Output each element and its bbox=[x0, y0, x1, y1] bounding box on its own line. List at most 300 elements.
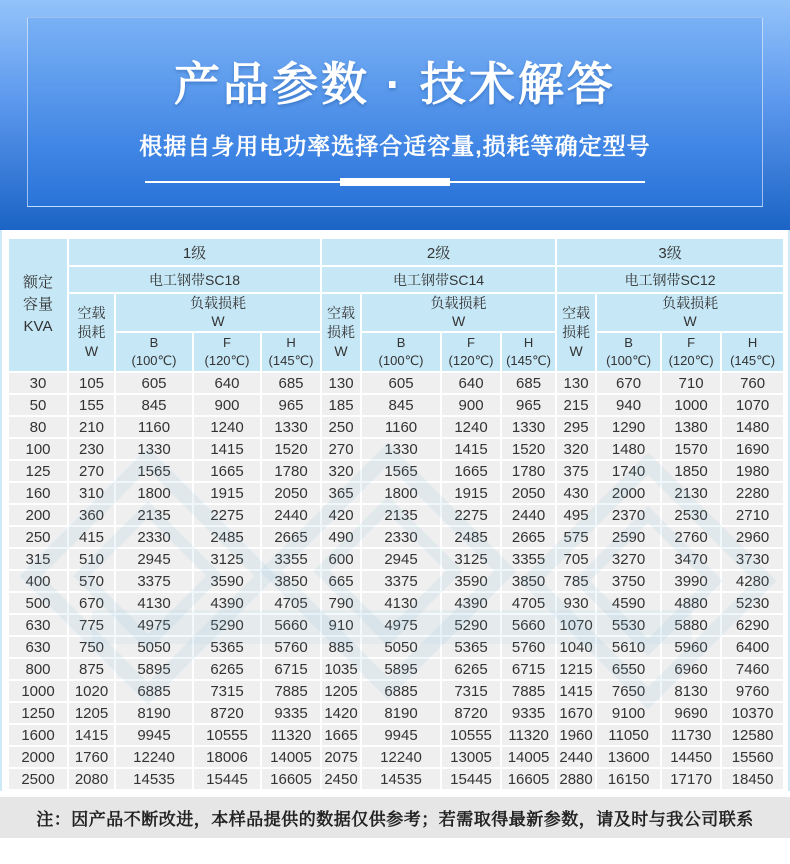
value-cell: 760 bbox=[721, 372, 784, 394]
value-cell: 16605 bbox=[501, 768, 556, 790]
value-cell: 14535 bbox=[361, 768, 441, 790]
value-cell: 1480 bbox=[721, 416, 784, 438]
value-cell: 1850 bbox=[661, 460, 721, 482]
value-cell: 670 bbox=[68, 592, 115, 614]
value-cell: 1520 bbox=[501, 438, 556, 460]
sub-column-header: H (145℃) bbox=[721, 332, 784, 372]
value-cell: 640 bbox=[193, 372, 261, 394]
value-cell: 885 bbox=[321, 636, 361, 658]
spec-table-section bbox=[0, 230, 790, 791]
value-cell: 375 bbox=[556, 460, 596, 482]
value-cell: 2530 bbox=[661, 504, 721, 526]
value-cell: 1415 bbox=[556, 680, 596, 702]
table-row bbox=[8, 460, 784, 482]
capacity-cell: 630 bbox=[8, 614, 68, 636]
value-cell: 12240 bbox=[361, 746, 441, 768]
table-row bbox=[8, 504, 784, 526]
note-bar bbox=[0, 797, 790, 838]
value-cell: 2275 bbox=[441, 504, 501, 526]
group2-material-header: 电工钢带SC14 bbox=[321, 266, 556, 293]
spec-table bbox=[7, 237, 785, 791]
value-cell: 14005 bbox=[261, 746, 321, 768]
value-cell: 2590 bbox=[596, 526, 661, 548]
value-cell: 9335 bbox=[501, 702, 556, 724]
value-cell: 790 bbox=[321, 592, 361, 614]
value-cell: 2000 bbox=[596, 482, 661, 504]
value-cell: 2665 bbox=[261, 526, 321, 548]
value-cell: 750 bbox=[68, 636, 115, 658]
value-cell: 5960 bbox=[661, 636, 721, 658]
value-cell: 665 bbox=[321, 570, 361, 592]
capacity-cell: 30 bbox=[8, 372, 68, 394]
group3-load-header: 负载损耗 W bbox=[596, 293, 784, 332]
divider bbox=[145, 178, 645, 186]
value-cell: 3850 bbox=[261, 570, 321, 592]
value-cell: 490 bbox=[321, 526, 361, 548]
value-cell: 4705 bbox=[501, 592, 556, 614]
value-cell: 1205 bbox=[321, 680, 361, 702]
group2-load-header: 负载损耗 W bbox=[361, 293, 556, 332]
value-cell: 8190 bbox=[361, 702, 441, 724]
value-cell: 11320 bbox=[501, 724, 556, 746]
value-cell: 1420 bbox=[321, 702, 361, 724]
value-cell: 670 bbox=[596, 372, 661, 394]
value-cell: 3470 bbox=[661, 548, 721, 570]
value-cell: 1565 bbox=[361, 460, 441, 482]
value-cell: 1020 bbox=[68, 680, 115, 702]
value-cell: 4975 bbox=[361, 614, 441, 636]
value-cell: 2945 bbox=[115, 548, 193, 570]
sub-column-header: B (100℃) bbox=[361, 332, 441, 372]
value-cell: 295 bbox=[556, 416, 596, 438]
value-cell: 5050 bbox=[361, 636, 441, 658]
table-row bbox=[8, 416, 784, 438]
value-cell: 5760 bbox=[261, 636, 321, 658]
table-row bbox=[8, 548, 784, 570]
value-cell: 600 bbox=[321, 548, 361, 570]
value-cell: 1780 bbox=[501, 460, 556, 482]
table-body bbox=[8, 372, 784, 790]
value-cell: 3125 bbox=[441, 548, 501, 570]
value-cell: 845 bbox=[115, 394, 193, 416]
table-row bbox=[8, 482, 784, 504]
note-text: 注：因产品不断改进，本样品提供的数据仅供参考；若需取得最新参数，请及时与我公司联系 bbox=[36, 810, 754, 829]
table-row bbox=[8, 746, 784, 768]
value-cell: 105 bbox=[68, 372, 115, 394]
value-cell: 6885 bbox=[115, 680, 193, 702]
table-row bbox=[8, 702, 784, 724]
value-cell: 430 bbox=[556, 482, 596, 504]
table-row bbox=[8, 724, 784, 746]
value-cell: 5365 bbox=[441, 636, 501, 658]
table-row bbox=[8, 592, 784, 614]
hero-banner bbox=[0, 0, 790, 230]
value-cell: 9690 bbox=[661, 702, 721, 724]
value-cell: 5530 bbox=[596, 614, 661, 636]
table-header bbox=[8, 238, 784, 372]
capacity-cell: 400 bbox=[8, 570, 68, 592]
value-cell: 5050 bbox=[115, 636, 193, 658]
value-cell: 2440 bbox=[501, 504, 556, 526]
value-cell: 1665 bbox=[441, 460, 501, 482]
value-cell: 1415 bbox=[441, 438, 501, 460]
group1-load-header: 负载损耗 W bbox=[115, 293, 321, 332]
value-cell: 6265 bbox=[441, 658, 501, 680]
value-cell: 14535 bbox=[115, 768, 193, 790]
value-cell: 2880 bbox=[556, 768, 596, 790]
value-cell: 10370 bbox=[721, 702, 784, 724]
value-cell: 710 bbox=[661, 372, 721, 394]
capacity-cell: 315 bbox=[8, 548, 68, 570]
value-cell: 14005 bbox=[501, 746, 556, 768]
value-cell: 1520 bbox=[261, 438, 321, 460]
capacity-cell: 50 bbox=[8, 394, 68, 416]
value-cell: 2135 bbox=[115, 504, 193, 526]
value-cell: 4130 bbox=[361, 592, 441, 614]
value-cell: 16150 bbox=[596, 768, 661, 790]
value-cell: 510 bbox=[68, 548, 115, 570]
value-cell: 1160 bbox=[361, 416, 441, 438]
value-cell: 1000 bbox=[661, 394, 721, 416]
value-cell: 9100 bbox=[596, 702, 661, 724]
value-cell: 6550 bbox=[596, 658, 661, 680]
value-cell: 1980 bbox=[721, 460, 784, 482]
value-cell: 1915 bbox=[441, 482, 501, 504]
table-row bbox=[8, 394, 784, 416]
value-cell: 230 bbox=[68, 438, 115, 460]
group2-level-header: 2级 bbox=[321, 238, 556, 266]
capacity-cell: 800 bbox=[8, 658, 68, 680]
value-cell: 415 bbox=[68, 526, 115, 548]
divider-center-segment bbox=[340, 178, 450, 186]
value-cell: 4280 bbox=[721, 570, 784, 592]
value-cell: 1665 bbox=[193, 460, 261, 482]
value-cell: 9335 bbox=[261, 702, 321, 724]
group1-level-header: 1级 bbox=[68, 238, 321, 266]
value-cell: 2050 bbox=[501, 482, 556, 504]
capacity-cell: 2500 bbox=[8, 768, 68, 790]
value-cell: 1960 bbox=[556, 724, 596, 746]
value-cell: 2760 bbox=[661, 526, 721, 548]
value-cell: 3590 bbox=[193, 570, 261, 592]
value-cell: 15445 bbox=[441, 768, 501, 790]
value-cell: 6960 bbox=[661, 658, 721, 680]
value-cell: 1380 bbox=[661, 416, 721, 438]
value-cell: 910 bbox=[321, 614, 361, 636]
value-cell: 4390 bbox=[193, 592, 261, 614]
value-cell: 605 bbox=[115, 372, 193, 394]
value-cell: 5610 bbox=[596, 636, 661, 658]
value-cell: 18006 bbox=[193, 746, 261, 768]
value-cell: 3125 bbox=[193, 548, 261, 570]
value-cell: 900 bbox=[193, 394, 261, 416]
value-cell: 5365 bbox=[193, 636, 261, 658]
value-cell: 3355 bbox=[501, 548, 556, 570]
value-cell: 1070 bbox=[721, 394, 784, 416]
table-row bbox=[8, 614, 784, 636]
value-cell: 10555 bbox=[193, 724, 261, 746]
page-title: 产品参数 · 技术解答 bbox=[174, 58, 616, 110]
sub-column-row bbox=[8, 332, 784, 372]
value-cell: 8720 bbox=[441, 702, 501, 724]
capacity-cell: 630 bbox=[8, 636, 68, 658]
sub-column-header: H (145℃) bbox=[261, 332, 321, 372]
value-cell: 7315 bbox=[441, 680, 501, 702]
value-cell: 570 bbox=[68, 570, 115, 592]
value-cell: 2275 bbox=[193, 504, 261, 526]
value-cell: 15560 bbox=[721, 746, 784, 768]
group3-material-header: 电工钢带SC12 bbox=[556, 266, 784, 293]
table-row bbox=[8, 372, 784, 394]
value-cell: 9945 bbox=[115, 724, 193, 746]
value-cell: 4590 bbox=[596, 592, 661, 614]
value-cell: 11730 bbox=[661, 724, 721, 746]
value-cell: 185 bbox=[321, 394, 361, 416]
value-cell: 11050 bbox=[596, 724, 661, 746]
value-cell: 4880 bbox=[661, 592, 721, 614]
table-row bbox=[8, 658, 784, 680]
value-cell: 1480 bbox=[596, 438, 661, 460]
value-cell: 1415 bbox=[68, 724, 115, 746]
value-cell: 1800 bbox=[115, 482, 193, 504]
value-cell: 9760 bbox=[721, 680, 784, 702]
value-cell: 9945 bbox=[361, 724, 441, 746]
value-cell: 2075 bbox=[321, 746, 361, 768]
capacity-cell: 160 bbox=[8, 482, 68, 504]
capacity-cell: 2000 bbox=[8, 746, 68, 768]
value-cell: 1330 bbox=[115, 438, 193, 460]
value-cell: 15445 bbox=[193, 768, 261, 790]
value-cell: 1915 bbox=[193, 482, 261, 504]
capacity-cell: 80 bbox=[8, 416, 68, 438]
value-cell: 2440 bbox=[261, 504, 321, 526]
value-cell: 930 bbox=[556, 592, 596, 614]
value-cell: 13600 bbox=[596, 746, 661, 768]
value-cell: 1330 bbox=[501, 416, 556, 438]
sub-column-header: B (100℃) bbox=[115, 332, 193, 372]
value-cell: 2130 bbox=[661, 482, 721, 504]
hero-panel bbox=[27, 17, 763, 207]
value-cell: 10555 bbox=[441, 724, 501, 746]
value-cell: 2485 bbox=[193, 526, 261, 548]
value-cell: 685 bbox=[261, 372, 321, 394]
value-cell: 215 bbox=[556, 394, 596, 416]
group1-noload-header: 空载 损耗 W bbox=[68, 293, 115, 372]
group3-noload-header: 空载 损耗 W bbox=[556, 293, 596, 372]
value-cell: 7650 bbox=[596, 680, 661, 702]
value-cell: 685 bbox=[501, 372, 556, 394]
page-subtitle: 根据自身用电功率选择合适容量,损耗等确定型号 bbox=[139, 133, 651, 159]
capacity-cell: 1600 bbox=[8, 724, 68, 746]
value-cell: 8130 bbox=[661, 680, 721, 702]
value-cell: 8720 bbox=[193, 702, 261, 724]
capacity-cell: 200 bbox=[8, 504, 68, 526]
group2-noload-header: 空载 损耗 W bbox=[321, 293, 361, 372]
value-cell: 7885 bbox=[501, 680, 556, 702]
value-cell: 2440 bbox=[556, 746, 596, 768]
value-cell: 875 bbox=[68, 658, 115, 680]
value-cell: 6290 bbox=[721, 614, 784, 636]
value-cell: 965 bbox=[501, 394, 556, 416]
capacity-cell: 1000 bbox=[8, 680, 68, 702]
value-cell: 4705 bbox=[261, 592, 321, 614]
value-cell: 2330 bbox=[115, 526, 193, 548]
value-cell: 270 bbox=[321, 438, 361, 460]
value-cell: 6715 bbox=[261, 658, 321, 680]
value-cell: 6715 bbox=[501, 658, 556, 680]
value-cell: 3375 bbox=[115, 570, 193, 592]
value-cell: 320 bbox=[556, 438, 596, 460]
sub-column-header: F (120℃) bbox=[441, 332, 501, 372]
value-cell: 845 bbox=[361, 394, 441, 416]
value-cell: 4975 bbox=[115, 614, 193, 636]
value-cell: 3990 bbox=[661, 570, 721, 592]
value-cell: 785 bbox=[556, 570, 596, 592]
sub-column-header: F (120℃) bbox=[661, 332, 721, 372]
capacity-cell: 1250 bbox=[8, 702, 68, 724]
value-cell: 4390 bbox=[441, 592, 501, 614]
value-cell: 5290 bbox=[193, 614, 261, 636]
value-cell: 8190 bbox=[115, 702, 193, 724]
value-cell: 12580 bbox=[721, 724, 784, 746]
sub-column-header: H (145℃) bbox=[501, 332, 556, 372]
capacity-cell: 100 bbox=[8, 438, 68, 460]
value-cell: 1760 bbox=[68, 746, 115, 768]
value-cell: 18450 bbox=[721, 768, 784, 790]
value-cell: 1215 bbox=[556, 658, 596, 680]
value-cell: 1800 bbox=[361, 482, 441, 504]
value-cell: 2485 bbox=[441, 526, 501, 548]
value-cell: 250 bbox=[321, 416, 361, 438]
capacity-header: 额定 容量 KVA bbox=[8, 238, 68, 372]
value-cell: 420 bbox=[321, 504, 361, 526]
value-cell: 270 bbox=[68, 460, 115, 482]
value-cell: 14450 bbox=[661, 746, 721, 768]
value-cell: 155 bbox=[68, 394, 115, 416]
value-cell: 5760 bbox=[501, 636, 556, 658]
value-cell: 1690 bbox=[721, 438, 784, 460]
value-cell: 1035 bbox=[321, 658, 361, 680]
value-cell: 965 bbox=[261, 394, 321, 416]
value-cell: 210 bbox=[68, 416, 115, 438]
table-row bbox=[8, 438, 784, 460]
value-cell: 2135 bbox=[361, 504, 441, 526]
value-cell: 1740 bbox=[596, 460, 661, 482]
value-cell: 5895 bbox=[115, 658, 193, 680]
value-cell: 11320 bbox=[261, 724, 321, 746]
value-cell: 775 bbox=[68, 614, 115, 636]
value-cell: 6400 bbox=[721, 636, 784, 658]
value-cell: 1070 bbox=[556, 614, 596, 636]
value-cell: 3590 bbox=[441, 570, 501, 592]
value-cell: 2050 bbox=[261, 482, 321, 504]
value-cell: 320 bbox=[321, 460, 361, 482]
value-cell: 3270 bbox=[596, 548, 661, 570]
value-cell: 4130 bbox=[115, 592, 193, 614]
table-row bbox=[8, 680, 784, 702]
value-cell: 5660 bbox=[501, 614, 556, 636]
value-cell: 2280 bbox=[721, 482, 784, 504]
value-cell: 6265 bbox=[193, 658, 261, 680]
value-cell: 495 bbox=[556, 504, 596, 526]
table-row bbox=[8, 526, 784, 548]
value-cell: 7315 bbox=[193, 680, 261, 702]
value-cell: 7885 bbox=[261, 680, 321, 702]
value-cell: 1205 bbox=[68, 702, 115, 724]
value-cell: 5290 bbox=[441, 614, 501, 636]
value-cell: 1040 bbox=[556, 636, 596, 658]
value-cell: 3730 bbox=[721, 548, 784, 570]
value-cell: 16605 bbox=[261, 768, 321, 790]
value-cell: 2710 bbox=[721, 504, 784, 526]
value-cell: 17170 bbox=[661, 768, 721, 790]
value-cell: 5660 bbox=[261, 614, 321, 636]
value-cell: 3375 bbox=[361, 570, 441, 592]
value-cell: 705 bbox=[556, 548, 596, 570]
value-cell: 1240 bbox=[441, 416, 501, 438]
value-cell: 130 bbox=[556, 372, 596, 394]
value-cell: 7460 bbox=[721, 658, 784, 680]
value-cell: 13005 bbox=[441, 746, 501, 768]
value-cell: 1665 bbox=[321, 724, 361, 746]
value-cell: 360 bbox=[68, 504, 115, 526]
value-cell: 12240 bbox=[115, 746, 193, 768]
value-cell: 5230 bbox=[721, 592, 784, 614]
group1-material-header: 电工钢带SC18 bbox=[68, 266, 321, 293]
value-cell: 1570 bbox=[661, 438, 721, 460]
value-cell: 1330 bbox=[261, 416, 321, 438]
value-cell: 605 bbox=[361, 372, 441, 394]
value-cell: 1670 bbox=[556, 702, 596, 724]
sub-column-header: B (100℃) bbox=[596, 332, 661, 372]
value-cell: 2960 bbox=[721, 526, 784, 548]
value-cell: 2665 bbox=[501, 526, 556, 548]
table-row bbox=[8, 636, 784, 658]
value-cell: 1780 bbox=[261, 460, 321, 482]
group3-level-header: 3级 bbox=[556, 238, 784, 266]
value-cell: 5895 bbox=[361, 658, 441, 680]
value-cell: 2945 bbox=[361, 548, 441, 570]
value-cell: 2450 bbox=[321, 768, 361, 790]
value-cell: 5880 bbox=[661, 614, 721, 636]
value-cell: 1160 bbox=[115, 416, 193, 438]
value-cell: 130 bbox=[321, 372, 361, 394]
value-cell: 1330 bbox=[361, 438, 441, 460]
table-row bbox=[8, 768, 784, 790]
value-cell: 1565 bbox=[115, 460, 193, 482]
capacity-cell: 125 bbox=[8, 460, 68, 482]
value-cell: 575 bbox=[556, 526, 596, 548]
value-cell: 310 bbox=[68, 482, 115, 504]
value-cell: 3850 bbox=[501, 570, 556, 592]
value-cell: 2330 bbox=[361, 526, 441, 548]
value-cell: 3355 bbox=[261, 548, 321, 570]
value-cell: 2080 bbox=[68, 768, 115, 790]
value-cell: 1415 bbox=[193, 438, 261, 460]
value-cell: 940 bbox=[596, 394, 661, 416]
table-row bbox=[8, 570, 784, 592]
value-cell: 1240 bbox=[193, 416, 261, 438]
capacity-cell: 250 bbox=[8, 526, 68, 548]
value-cell: 6885 bbox=[361, 680, 441, 702]
value-cell: 1290 bbox=[596, 416, 661, 438]
sub-column-header: F (120℃) bbox=[193, 332, 261, 372]
capacity-cell: 500 bbox=[8, 592, 68, 614]
value-cell: 640 bbox=[441, 372, 501, 394]
value-cell: 3750 bbox=[596, 570, 661, 592]
value-cell: 2370 bbox=[596, 504, 661, 526]
value-cell: 365 bbox=[321, 482, 361, 504]
